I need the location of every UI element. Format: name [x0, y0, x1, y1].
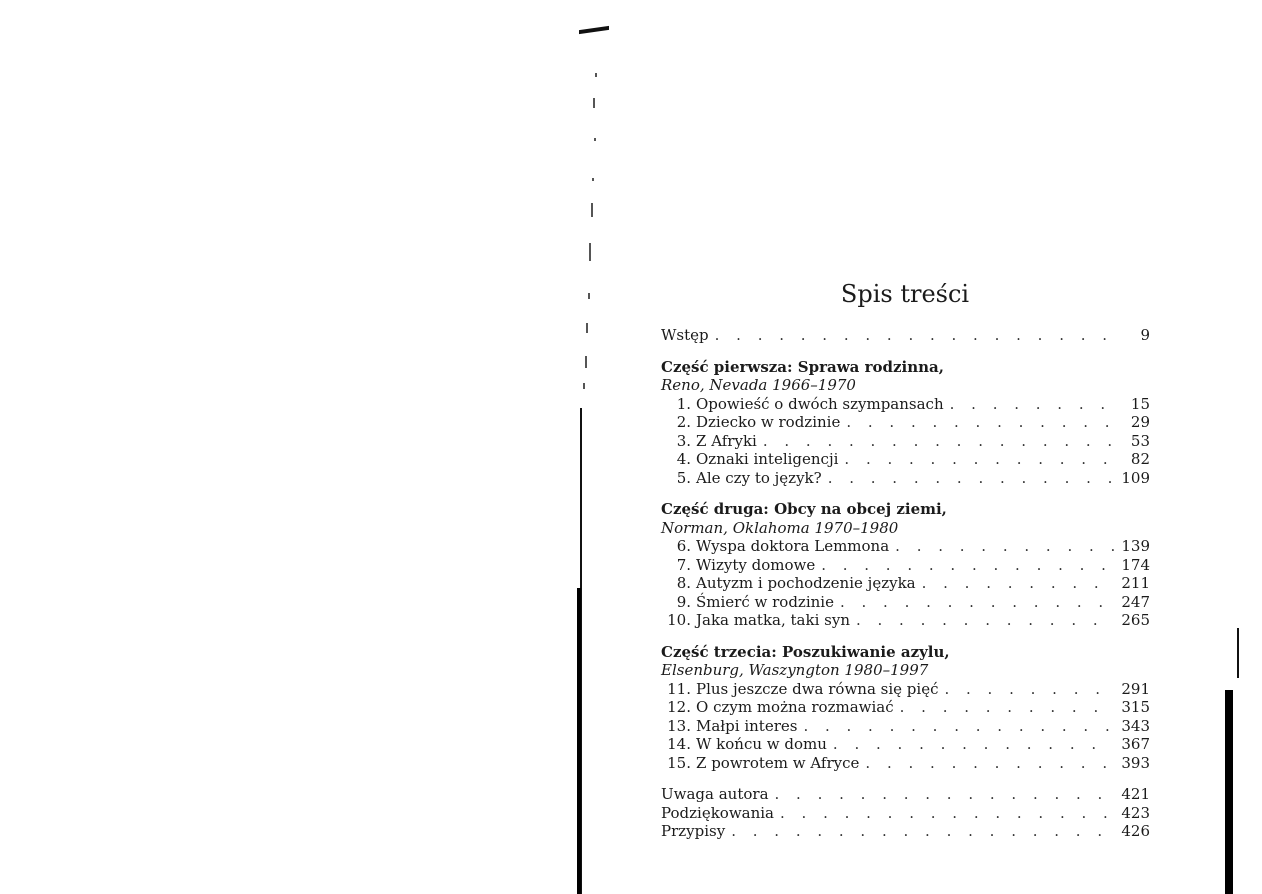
toc-entry: [661, 593, 1150, 612]
leader-dots: [731, 822, 1114, 841]
entry-label: Dziecko w rodzinie: [696, 413, 841, 431]
entry-page: 247: [1121, 592, 1150, 611]
entry-page: 426: [1121, 822, 1150, 840]
entry-label: Autyzm i pochodzenie języka: [696, 574, 916, 592]
end-matter: [661, 785, 1150, 841]
entry-page: 174: [1121, 555, 1150, 574]
toc-entry-intro: [661, 326, 1150, 345]
leader-dots: [828, 469, 1114, 488]
entry-label: Przypisy: [661, 822, 726, 840]
leader-dots: [865, 754, 1114, 773]
leader-dots: [844, 450, 1114, 469]
entry-page: 29: [1130, 413, 1150, 431]
entry-label: Wstęp: [661, 326, 709, 344]
page-edge-thin: [1237, 628, 1239, 678]
entry-number: 10.: [667, 611, 691, 629]
entry-page: 109: [1121, 468, 1150, 487]
part-subtitle: Reno, Nevada 1966–1970: [661, 376, 856, 394]
leader-dots: [763, 432, 1114, 451]
part-subtitle: Elsenburg, Waszyngton 1980–1997: [661, 661, 929, 679]
entry-page: 82: [1130, 450, 1150, 468]
entry-page: 343: [1121, 716, 1150, 735]
entry-number: 2.: [676, 413, 691, 431]
toc-entry: [661, 469, 1150, 488]
entry-label: Uwaga autora: [661, 785, 769, 803]
leader-dots: [922, 574, 1114, 593]
entry-label: Ale czy to język?: [696, 468, 822, 487]
entry-page: 9: [1140, 326, 1150, 344]
toc-entry: [661, 680, 1150, 699]
entry-number: 8.: [676, 574, 691, 592]
page-edge-shadow: [1225, 690, 1233, 894]
toc-entry-end: [661, 822, 1150, 841]
entry-number: 14.: [667, 735, 691, 753]
entry-number: 3.: [676, 431, 691, 450]
leader-dots: [895, 537, 1114, 556]
entry-number: 5.: [676, 468, 691, 487]
toc-entry: [661, 413, 1150, 432]
table-of-contents: [661, 326, 1150, 841]
toc-entry-end: [661, 804, 1150, 823]
leader-dots: [856, 611, 1114, 630]
entry-number: 7.: [676, 555, 691, 574]
entry-page: 139: [1121, 537, 1150, 555]
entry-label: Opowieść o dwóch szympansach: [696, 394, 944, 413]
entry-page: 15: [1130, 394, 1150, 413]
leader-dots: [803, 717, 1114, 736]
toc-entry-end: [661, 785, 1150, 804]
entry-page: 367: [1121, 735, 1150, 753]
toc-entry: [661, 556, 1150, 575]
toc-entry: [661, 754, 1150, 773]
toc-entry: [661, 450, 1150, 469]
leader-dots: [840, 593, 1114, 612]
entry-page: 265: [1121, 611, 1150, 629]
toc-entry: [661, 432, 1150, 451]
leader-dots: [715, 326, 1114, 345]
entry-page: 423: [1121, 803, 1150, 822]
entry-label: Jaka matka, taki syn: [696, 611, 850, 629]
book-gutter: [567, 28, 583, 894]
part-subtitle: Norman, Oklahoma 1970–1980: [661, 518, 899, 537]
toc-title: Spis treści: [840, 280, 970, 308]
entry-label: Z powrotem w Afryce: [696, 753, 860, 772]
entry-number: 1.: [676, 394, 691, 413]
entry-label: O czym można rozmawiać: [696, 698, 894, 716]
entry-number: 11.: [667, 679, 691, 698]
entry-page: 393: [1121, 753, 1150, 772]
entry-label: Plus jeszcze dwa równa się pięć: [696, 679, 939, 698]
toc-entry: [661, 717, 1150, 736]
leader-dots: [833, 735, 1114, 754]
entry-label: Podziękowania: [661, 803, 774, 822]
entry-label: W końcu w domu: [696, 735, 827, 753]
leader-dots: [821, 556, 1114, 575]
gutter-mark: [579, 26, 609, 34]
entry-number: 13.: [667, 716, 691, 735]
toc-entry: [661, 698, 1150, 717]
entry-number: 6.: [676, 537, 691, 555]
toc-entry: [661, 611, 1150, 630]
entry-number: 12.: [667, 698, 691, 716]
part-heading: Część pierwsza: Sprawa rodzinna,: [661, 357, 944, 376]
leader-dots: [950, 395, 1114, 414]
entry-number: 9.: [676, 592, 691, 611]
entry-label: Z Afryki: [696, 431, 757, 450]
toc-entry: [661, 395, 1150, 414]
part-heading: Część druga: Obcy na obcej ziemi,: [661, 500, 947, 518]
entry-page: 421: [1121, 785, 1150, 803]
toc-entry: [661, 735, 1150, 754]
entry-label: Śmierć w rodzinie: [696, 592, 834, 611]
part-heading: Część trzecia: Poszukiwanie azylu,: [661, 642, 950, 661]
leader-dots: [775, 785, 1114, 804]
leader-dots: [780, 804, 1114, 823]
toc-entry: [661, 537, 1150, 556]
entry-page: 315: [1121, 698, 1150, 716]
entry-number: 15.: [667, 753, 691, 772]
entry-number: 4.: [676, 450, 691, 468]
leader-dots: [900, 698, 1114, 717]
leader-dots: [846, 413, 1114, 432]
gutter-shadow: [577, 588, 581, 894]
leader-dots: [944, 680, 1114, 699]
entry-label: Oznaki inteligencji: [696, 450, 839, 468]
entry-label: Małpi interes: [696, 716, 798, 735]
entry-page: 53: [1130, 431, 1150, 450]
entry-page: 211: [1121, 574, 1150, 592]
entry-page: 291: [1121, 679, 1150, 698]
toc-entry: [661, 574, 1150, 593]
entry-label: Wyspa doktora Lemmona: [696, 537, 890, 555]
entry-label: Wizyty domowe: [696, 555, 816, 574]
